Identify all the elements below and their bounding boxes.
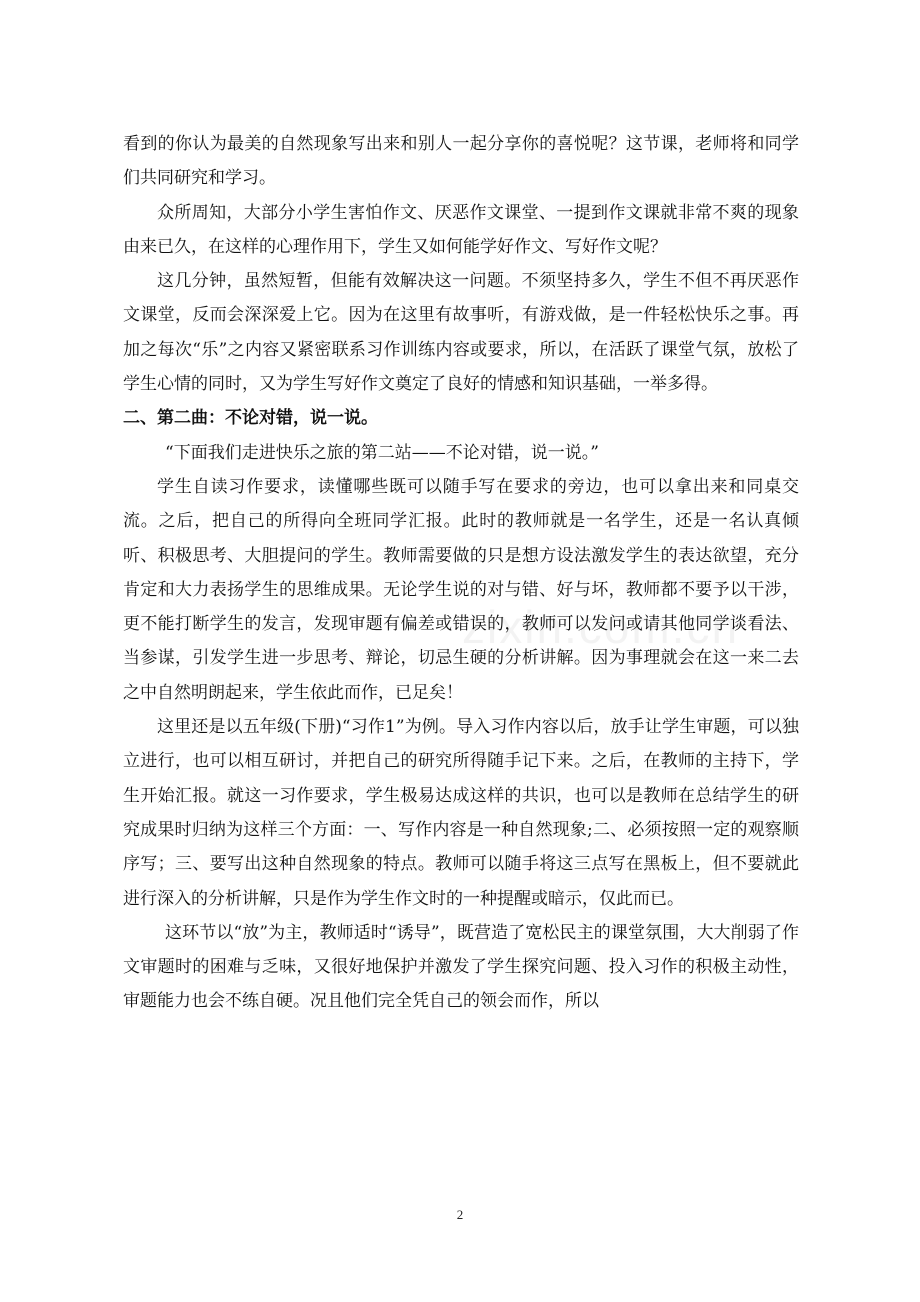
paragraph-continuation: 看到的你认为最美的自然现象写出来和别人一起分享你的喜悦呢？这节课，老师将和同学们共同研究和学习。 bbox=[123, 134, 799, 189]
paragraph: 这里还是以五年级(下册)“习作1”为例。导入习作内容以后，放手让学生审题，可以独立进行，也可以相互研讨，并把自己的研究所得随手记下来。之后，在教师的主持下，学生开始汇报。就这一习作要求，学生极易达成这样的共识，也可以是教师在总结学生的研究成果时归纳为这样三个方面：一、写作内容是一种自然现象;二、必须按照一定的观察顺序写；三、要写出这种自然现象的特点。教师可以随手将这三点写在黑板上，但不要就此进行深入的分析讲解，只是作为学生作文时的一种提醒或暗示，仅此而已。 bbox=[123, 717, 799, 909]
paragraph: 这环节以“放”为主，教师适时“诱导”，既营造了宽松民主的课堂氛围，大大削弱了作文审题时的困难与乏味，又很好地保护并激发了学生探究问题、投入习作的积极主动性，审题能力也会不练自硬。况且他们完全凭自己的领会而作，所以 bbox=[123, 922, 799, 1012]
paragraph: 学生自读习作要求，读懂哪些既可以随手写在要求的旁边，也可以拿出来和同桌交流。之后，把自己的所得向全班同学汇报。此时的教师就是一名学生，还是一名认真倾听、积极思考、大胆提问的学生。教师需要做的只是想方设法激发学生的表达欲望，充分肯定和大力表扬学生的思维成果。无论学生说的对与错、好与坏，教师都不要予以干涉，更不能打断学生的发言，发现审题有偏差或错误的，教师可以发问或请其他同学谈看法、当参谋，引发学生进一步思考、辩论，切忌生硬的分析讲解。因为事理就会在这一来二去之中自然明朗起来，学生依此而作，已足矣！ bbox=[123, 476, 799, 703]
section-heading: 二、第二曲：不论对错，说一说。 bbox=[123, 408, 378, 429]
paragraph: 众所周知，大部分小学生害怕作文、厌恶作文课堂、一提到作文课就非常不爽的现象由来已久，在这样的心理作用下，学生又如何能学好作文、写好作文呢？ bbox=[123, 202, 799, 257]
page-number: 2 bbox=[456, 1207, 464, 1222]
paragraph: 这几分钟，虽然短暂，但能有效解决这一问题。不须坚持多久，学生不但不再厌恶作文课堂，反而会深深爱上它。因为在这里有故事听，有游戏做，是一件轻松快乐之事。再加之每次“乐”之内容又紧密联系习作训练内容或要求，所以，在活跃了课堂气氛，放松了学生心情的同时，又为学生写好作文奠定了良好的情感和知识基础，一举多得。 bbox=[123, 271, 799, 395]
body-text bbox=[123, 127, 799, 1019]
quote-paragraph: “下面我们走进快乐之旅的第二站——不论对错，说一说。” bbox=[165, 442, 599, 463]
